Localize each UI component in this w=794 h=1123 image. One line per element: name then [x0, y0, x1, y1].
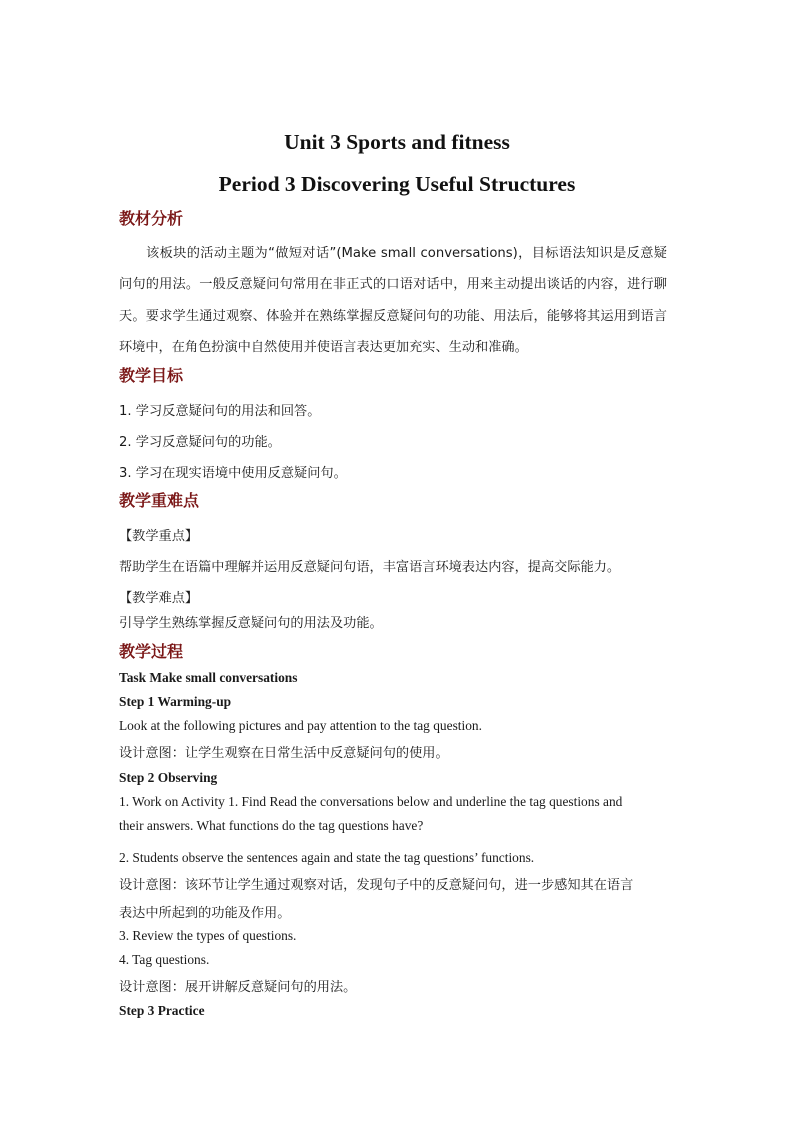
step1-title: Step 1 Warming-up [119, 694, 232, 709]
process-heading: 教学过程 [119, 642, 184, 661]
focus-text: 帮助学生在语篇中理解并运用反意疑问句语，丰富语言环境表达内容，提高交际能力。 [119, 560, 621, 575]
analysis-paragraph: 该板块的活动主题为“做短对话”(Make small conversations)，目标语法知识是反意疑问句的用法。一般反意疑问句常用在非正式的口语对话中，用来主动提出谈话的内容，进行聊天。要求学生通过观察、体验并在熟练掌握反意疑问句的功能、用法后，能够将其运用到语言环境中，在角色扮演中自然使用并使语言表达更加充实、生动和准确。 [119, 246, 667, 355]
objective-item: 2. 学习反意疑问句的功能。 [119, 435, 281, 450]
objectives-heading: 教学目标 [119, 366, 184, 385]
difficulty-label: 【教学难点】 [119, 591, 199, 606]
document-title-unit: Unit 3 Sports and fitness [284, 130, 510, 154]
step2-intent-line2: 表达中所起到的功能及作用。 [119, 906, 291, 921]
step2-item3: 3. Review the types of questions. [119, 928, 297, 943]
step3-title: Step 3 Practice [119, 1003, 205, 1018]
step2-item1-line1: 1. Work on Activity 1. Find Read the conversations below and underline the tag questions and [119, 794, 623, 809]
keypoints-heading: 教学重难点 [119, 491, 200, 510]
step2-item4: 4. Tag questions. [119, 952, 210, 967]
step2-intent-line1: 设计意图：该环节让学生通过观察对话，发现句子中的反意疑问句，进一步感知其在语言 [119, 878, 634, 893]
focus-label: 【教学重点】 [119, 529, 199, 544]
objective-item: 1. 学习反意疑问句的用法和回答。 [119, 404, 321, 419]
task-title: Task Make small conversations [119, 670, 298, 685]
analysis-heading: 教材分析 [119, 209, 184, 228]
step1-text: Look at the following pictures and pay attention to the tag question. [119, 718, 482, 733]
document-title-period: Period 3 Discovering Useful Structures [218, 172, 576, 196]
step2-intent2: 设计意图：展开讲解反意疑问句的用法。 [119, 980, 357, 995]
step2-item2: 2. Students observe the sentences again and state the tag questions’ functions. [119, 850, 535, 865]
difficulty-text: 引导学生熟练掌握反意疑问句的用法及功能。 [119, 616, 383, 631]
objective-item: 3. 学习在现实语境中使用反意疑问句。 [119, 466, 347, 481]
step1-intent: 设计意图：让学生观察在日常生活中反意疑问句的使用。 [119, 746, 449, 761]
step2-item1-line2: their answers. What functions do the tag questions have? [119, 818, 424, 833]
step2-title: Step 2 Observing [119, 770, 218, 785]
